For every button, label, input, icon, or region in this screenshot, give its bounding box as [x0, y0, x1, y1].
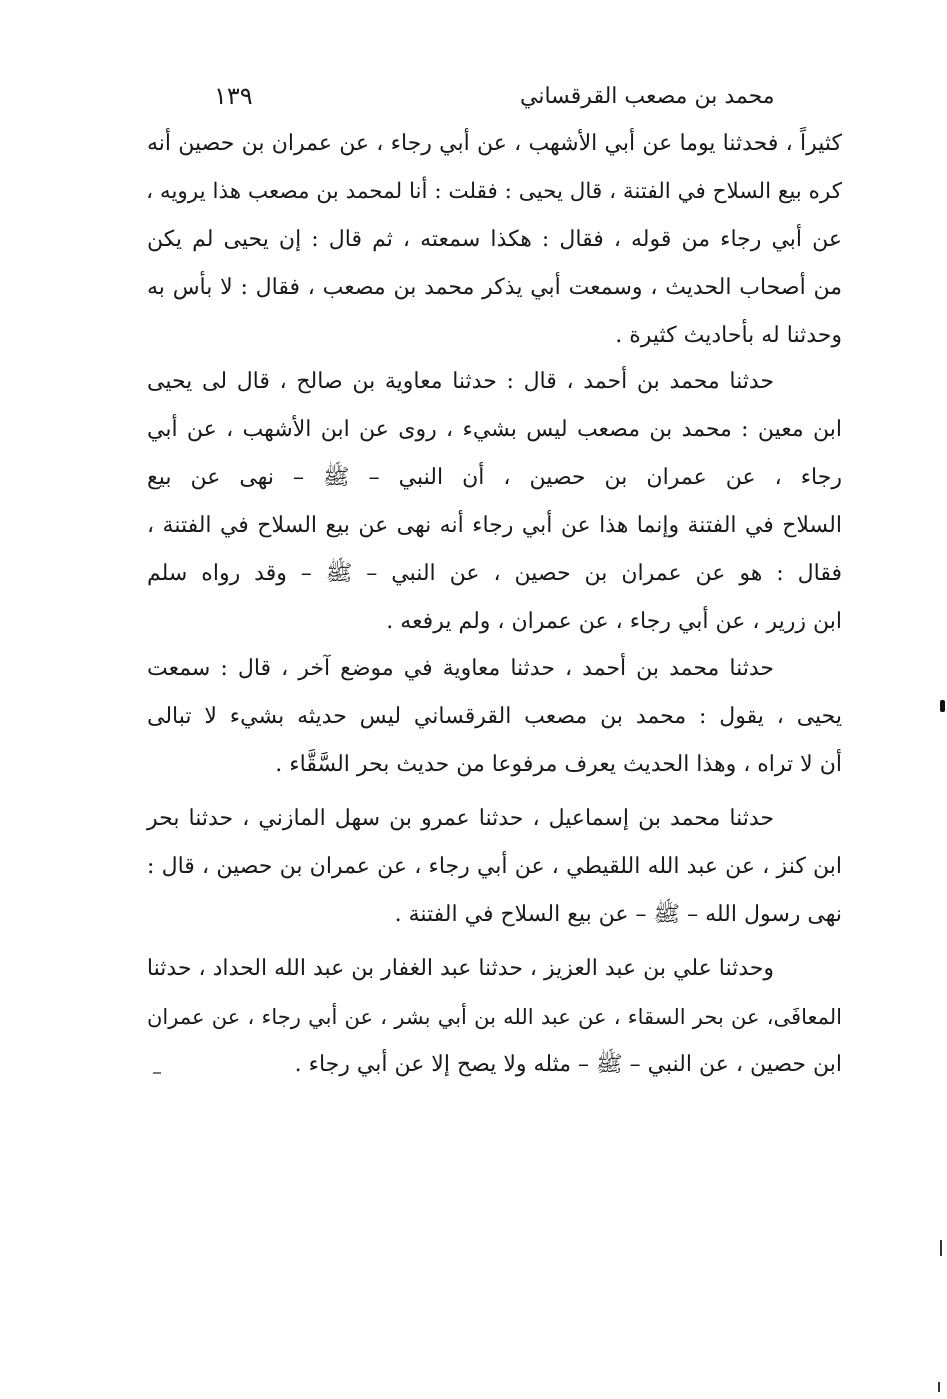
text-line: ابن حصين ، عن النبي – ﷺ – مثله ولا يصح إلا عن أبي رجاء .	[294, 1052, 842, 1077]
text-line: كره بيع السلاح في الفتنة ، قال يحيى : فقلت : أنا لمحمد بن مصعب هذا يرويه ،	[146, 179, 842, 204]
running-head-title: محمد بن مصعب القرقساني	[520, 84, 775, 109]
text-line: ابن زرير ، عن أبي رجاء ، عن عمران ، ولم يرفعه .	[386, 609, 842, 634]
text-line: يحيى ، يقول : محمد بن مصعب القرقساني ليس حديثه بشيء لا تبالى	[147, 704, 842, 729]
paragraph-4	[147, 795, 842, 939]
text-line: وحدثنا علي بن عبد العزيز ، حدثنا عبد الغفار بن عبد الله الحداد ، حدثنا	[146, 956, 774, 981]
text-line: حدثنا محمد بن إسماعيل ، حدثنا عمرو بن سهل المازني ، حدثنا بحر	[147, 806, 774, 831]
paragraph-1	[147, 120, 842, 360]
text-line: من أصحاب الحديث ، وسمعت أبي يذكر محمد بن مصعب ، فقال : لا بأس به	[147, 275, 842, 300]
text-line: كثيراً ، فحدثنا يوما عن أبي الأشهب ، عن أبي رجاء ، عن عمران بن حصين أنه	[147, 131, 842, 156]
text-line: ابن كنز ، عن عبد الله اللقيطي ، عن أبي رجاء ، عن عمران بن حصين ، قال :	[147, 854, 842, 879]
text-line: المعافَى، عن بحر السقاء ، عن عبد الله بن أبي بشر ، عن أبي رجاء ، عن عمران	[147, 1005, 842, 1029]
paragraph-3	[147, 645, 842, 789]
text-line: السلاح في الفتنة وإنما هذا عن أبي رجاء أنه نهى عن بيع السلاح في الفتنة ،	[147, 513, 842, 538]
scan-margin-tick	[940, 1240, 942, 1256]
text-line: رجاء ، عن عمران بن حصين ، أن النبي – ﷺ – نهى عن بيع	[147, 465, 842, 490]
page-number: ١٣٩	[214, 82, 253, 110]
paragraph-2	[147, 358, 842, 646]
text-line: عن أبي رجاء من قوله ، فقال : هكذا سمعته ، ثم قال : إن يحيى لم يكن	[147, 227, 842, 252]
scan-margin-tick	[938, 1382, 940, 1392]
text-line: فقال : هو عن عمران بن حصين ، عن النبي – ﷺ – وقد رواه سلم	[147, 561, 842, 586]
text-line: وحدثنا له بأحاديث كثيرة .	[615, 323, 842, 348]
paragraph-5	[147, 945, 842, 1089]
scan-speck	[153, 1072, 161, 1074]
text-line: ابن معين : محمد بن مصعب ليس بشيء ، روى عن ابن الأشهب ، عن أبي	[147, 417, 842, 442]
running-head	[150, 84, 842, 120]
text-line: حدثنا محمد بن أحمد ، حدثنا معاوية في موضع آخر ، قال : سمعت	[147, 656, 774, 681]
text-line: نهى رسول الله – ﷺ – عن بيع السلاح في الفتنة .	[394, 902, 842, 927]
text-line: حدثنا محمد بن أحمد ، قال : حدثنا معاوية بن صالح ، قال لى يحيى	[147, 369, 774, 394]
text-line: أن لا تراه ، وهذا الحديث يعرف مرفوعا من حديث بحر السَّقَّاء .	[275, 752, 842, 777]
scan-margin-mark	[940, 700, 945, 712]
